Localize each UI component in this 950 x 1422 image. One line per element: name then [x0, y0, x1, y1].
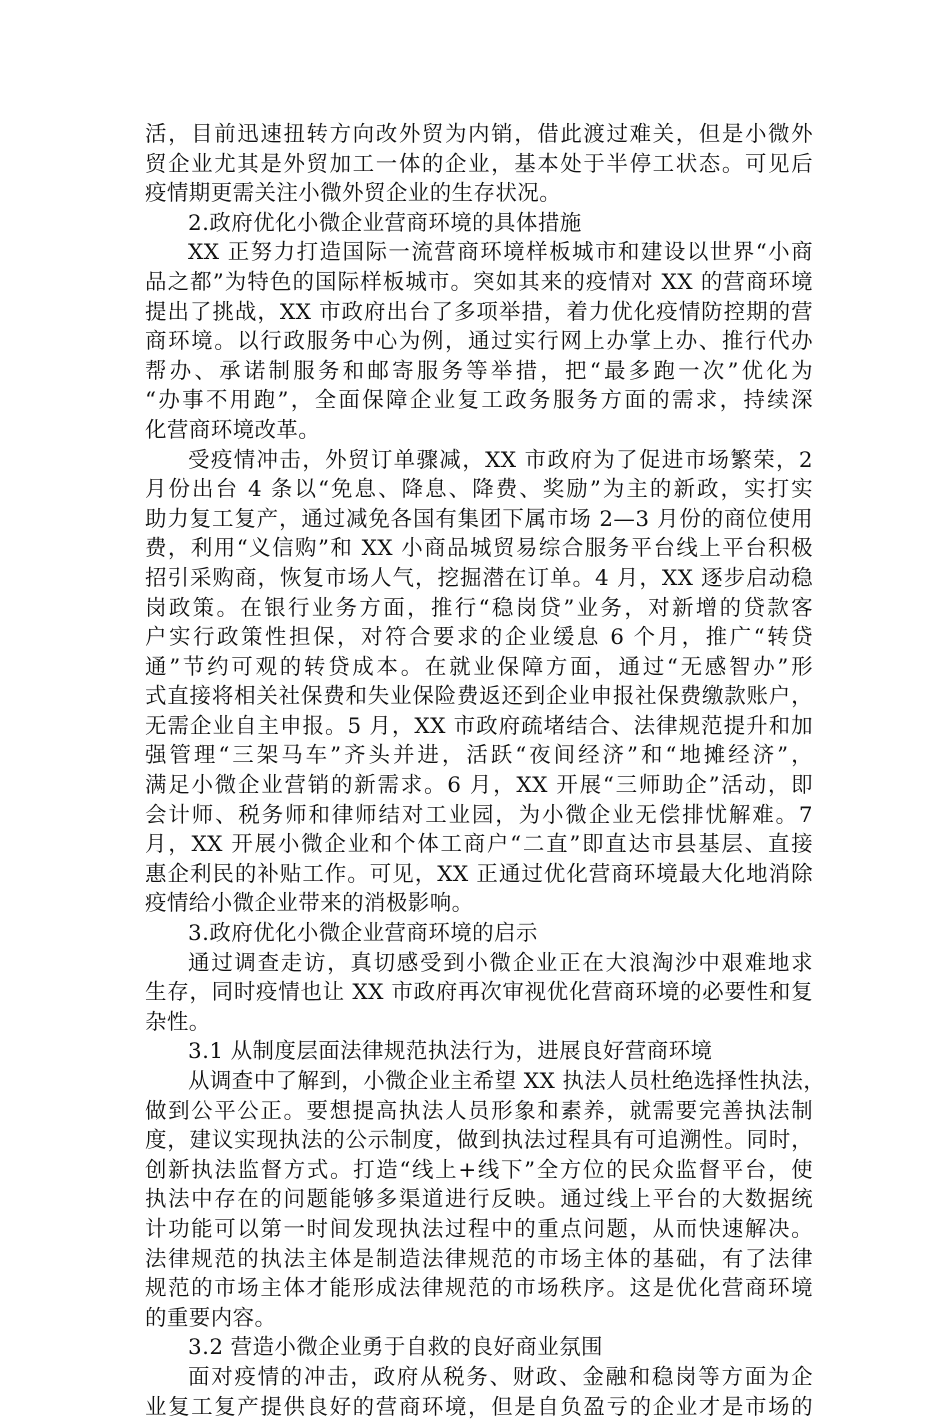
text-line: 会计师、税务师和律师结对工业园，为小微企业无偿排忧解难。7 — [145, 802, 813, 828]
text-line: 业复工复产提供良好的营商环境，但是自负盈亏的企业才是市场的 — [145, 1394, 813, 1420]
text-line: 招引采购商，恢复市场人气，挖掘潜在订单。4 月，XX 逐步启动稳 — [145, 565, 813, 591]
text-line: 法律规范的执法主体是制造法律规范的市场主体的基础，有了法律 — [145, 1246, 813, 1272]
text-line: 无需企业自主申报。5 月，XX 市政府疏堵结合、法律规范提升和加 — [145, 713, 813, 739]
text-line: 生存，同时疫情也让 XX 市政府再次审视优化营商环境的必要性和复 — [145, 980, 813, 1006]
text-line: 3.1 从制度层面法律规范执法行为，进展良好营商环境 — [188, 1039, 713, 1065]
text-line: 提出了挑战，XX 市政府出台了多项举措，着力优化疫情防控期的营 — [145, 299, 813, 325]
text-line: 户实行政策性担保，对符合要求的企业缓息 6 个月，推广“转贷 — [145, 625, 813, 651]
text-line: 3.政府优化小微企业营商环境的启示 — [188, 921, 538, 947]
text-line: 面对疫情的冲击，政府从税务、财政、金融和稳岗等方面为企 — [188, 1364, 813, 1390]
text-line: 规范的市场主体才能形成法律规范的市场秩序。这是优化营商环境 — [145, 1276, 813, 1302]
text-line: 帮办、承诺制服务和邮寄服务等举措，把“最多跑一次”优化为 — [145, 358, 813, 384]
text-line: 受疫情冲击，外贸订单骤减，XX 市政府为了促进市场繁荣，2 — [188, 447, 813, 473]
text-line: 疫情期更需关注小微外贸企业的生存状况。 — [145, 181, 562, 207]
text-line: 式直接将相关社保费和失业保险费返还到企业申报社保费缴款账户， — [145, 684, 813, 710]
text-line: 商环境。以行政服务中心为例，通过实行网上办掌上办、推行代办 — [145, 329, 813, 355]
text-line: 费，利用“义信购”和 XX 小商品城贸易综合服务平台线上平台积极 — [145, 536, 813, 562]
text-line: 惠企利民的补贴工作。可见，XX 正通过优化营商环境最大化地消除 — [145, 861, 813, 887]
text-line: 月，XX 开展小微企业和个体工商户“二直”即直达市县基层、直接 — [145, 832, 813, 858]
text-line: 疫情给小微企业带来的消极影响。 — [145, 891, 474, 917]
text-line: 月份出台 4 条以“免息、降息、降费、奖励”为主的新政，实打实 — [145, 477, 813, 503]
text-line: 品之都”为特色的国际样板城市。突如其来的疫情对 XX 的营商环境 — [145, 269, 813, 295]
text-line: 创新执法监督方式。打造“线上+线下”全方位的民众监督平台，使 — [145, 1157, 813, 1183]
text-line: 杂性。 — [145, 1009, 211, 1035]
text-line: 度，建议实现执法的公示制度，做到执法过程具有可追溯性。同时， — [145, 1128, 813, 1154]
text-line: 岗政策。在银行业务方面，推行“稳岗贷”业务，对新增的贷款客 — [145, 595, 813, 621]
document-page — [145, 120, 826, 1422]
text-line: 执法中存在的问题能够多渠道进行反映。通过线上平台的大数据统 — [145, 1187, 813, 1213]
text-line: 强管理“三架马车”齐头并进，活跃“夜间经济”和“地摊经济”， — [145, 743, 813, 769]
text-line: XX 正努力打造国际一流营商环境样板城市和建设以世界“小商 — [188, 240, 813, 266]
text-line: 满足小微企业营销的新需求。6 月，XX 开展“三师助企”活动，即 — [145, 773, 813, 799]
text-line: 2.政府优化小微企业营商环境的具体措施 — [188, 210, 582, 236]
text-line: 从调查中了解到，小微企业主希望 XX 执法人员杜绝选择性执法， — [188, 1069, 826, 1094]
text-line: 通过调查走访，真切感受到小微企业正在大浪淘沙中艰难地求 — [188, 950, 813, 976]
text-line: 助力复工复产，通过减免各国有集团下属市场 2—3 月份的商位使用 — [145, 506, 813, 532]
text-line: 贸企业尤其是外贸加工一体的企业，基本处于半停工状态。可见后 — [145, 151, 813, 177]
text-line: 通”节约可观的转贷成本。在就业保障方面，通过“无感智办”形 — [145, 654, 813, 680]
text-line: “办事不用跑”，全面保障企业复工政务服务方面的需求，持续深 — [145, 388, 813, 414]
text-line: 化营商环境改革。 — [145, 417, 321, 443]
text-line: 计功能可以第一时间发现执法过程中的重点问题，从而快速解决。 — [145, 1216, 813, 1242]
text-line: 活，目前迅速扭转方向改外贸为内销，借此渡过难关，但是小微外 — [145, 122, 813, 147]
text-line: 做到公平公正。要想提高执法人员形象和素养，就需要完善执法制 — [145, 1098, 813, 1124]
text-line: 3.2 营造小微企业勇于自救的良好商业氛围 — [188, 1335, 603, 1361]
text-line: 的重要内容。 — [145, 1305, 277, 1331]
